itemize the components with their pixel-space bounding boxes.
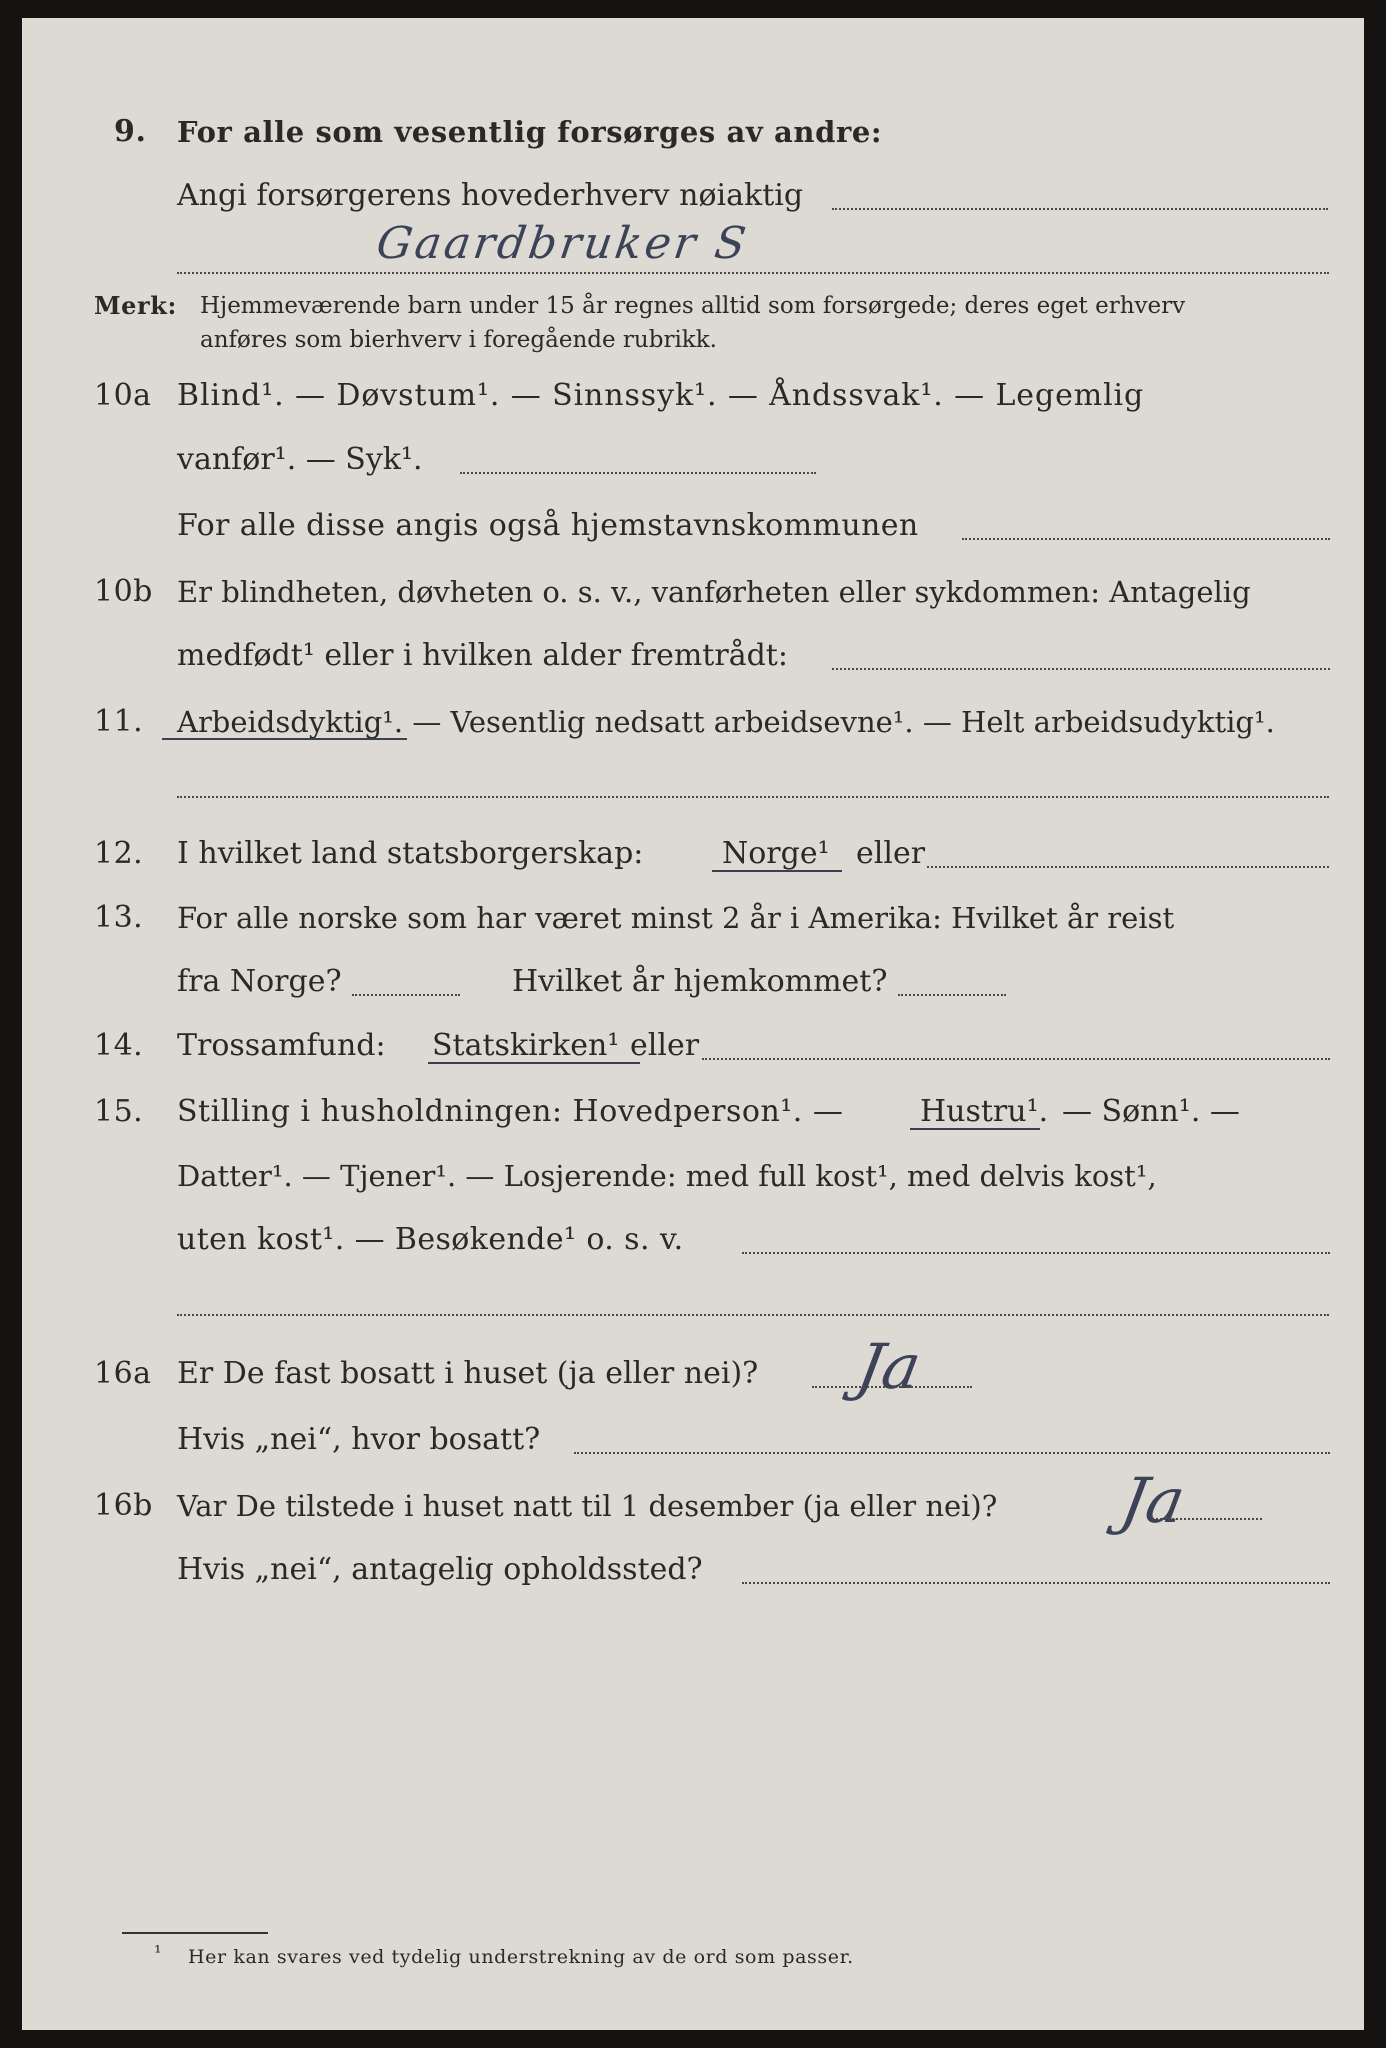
q9-handwritten-answer: Gaardbruker S: [373, 218, 752, 269]
q15-line1: Stilling i husholdningen: Hovedperson¹. —: [177, 1094, 844, 1129]
q15-answer-line-2: [177, 1314, 1329, 1316]
q15-line2: Datter¹. — Tjener¹. — Losjerende: med full kost¹, med delvis kost¹,: [177, 1159, 1157, 1193]
q10b-answer-line: [832, 668, 1330, 670]
q9-line1: Angi forsørgerens hovederhverv nøiaktig: [177, 178, 804, 213]
q16a-line1: Er De fast bosatt i huset (ja eller nei)?: [177, 1356, 759, 1391]
q15-number: 15.: [94, 1094, 144, 1129]
q16a-line2: Hvis „nei“, hvor bosatt?: [177, 1422, 541, 1457]
footnote-text: Her kan svares ved tydelig understrekning av de ord som passer.: [188, 1946, 854, 1968]
q13-line1: For alle norske som har været minst 2 år i Amerika: Hvilket år reist: [177, 901, 1175, 935]
q16a-handwritten-answer: Ja: [851, 1330, 927, 1403]
q16a-number: 16a: [94, 1356, 152, 1391]
q10b-line1: Er blindheten, døvheten o. s. v., vanførheten eller sykdommen: Antagelig: [177, 575, 1251, 609]
q9-answer-line-2: [177, 272, 1329, 274]
q10a-kommune-line: [962, 538, 1330, 540]
q13-line2a: fra Norge?: [177, 964, 342, 999]
q16b-opholdssted-line: [742, 1582, 1330, 1584]
census-form-page: [22, 18, 1364, 2030]
q13-number: 13.: [94, 900, 144, 935]
q10a-syk-line: [460, 472, 816, 474]
q12-line1: I hvilket land statsborgerskap:: [177, 836, 644, 871]
q16b-line1: Var De tilstede i huset natt til 1 desember (ja eller nei)?: [177, 1489, 998, 1523]
q11-number: 11.: [94, 704, 144, 739]
q15-line3: uten kost¹. — Besøkende¹ o. s. v.: [177, 1222, 684, 1257]
q16b-number: 16b: [94, 1488, 153, 1523]
q16b-answer-line: [1152, 1518, 1262, 1520]
q13-reist-line: [352, 994, 460, 996]
merk-label: Merk:: [94, 291, 177, 320]
q13-line2b: Hvilket år hjemkommet?: [512, 964, 888, 999]
q14-answer-line: [702, 1058, 1330, 1060]
q15-answer-line-1: [742, 1252, 1330, 1254]
q10b-number: 10b: [94, 574, 153, 609]
q12-choice-norge: Norge¹: [722, 836, 830, 871]
q16b-line2: Hvis „nei“, antagelig opholdssted?: [177, 1552, 703, 1587]
q13-hjemkommet-line: [898, 994, 1006, 996]
q14-choice-statskirken: Statskirken¹: [432, 1028, 620, 1063]
q15-choice-hustru: Hustru¹.: [920, 1094, 1049, 1129]
q9-answer-line-1: [832, 208, 1328, 210]
q10a-line2: vanfør¹. — Syk¹.: [177, 442, 423, 477]
q14-label: Trossamfund:: [177, 1028, 386, 1063]
q14-number: 14.: [94, 1028, 144, 1063]
q9-number: 9.: [114, 114, 147, 149]
q16a-bosatt-line: [574, 1452, 1330, 1454]
footnote-rule: [122, 1932, 268, 1934]
q12-number: 12.: [94, 836, 144, 871]
q15-line1b: — Sønn¹. —: [1062, 1094, 1240, 1129]
footnote-mark: ¹: [154, 1942, 162, 1964]
q16b-handwritten-answer: Ja: [1115, 1464, 1191, 1537]
q16a-answer-line: [812, 1386, 972, 1388]
q14-statskirken-underline: [428, 1062, 640, 1064]
q9-title: For alle som vesentlig forsørges av andre:: [177, 115, 883, 149]
q11-line1: Arbeidsdyktig¹. — Vesentlig nedsatt arbeidsevne¹. — Helt arbeidsudyktig¹.: [177, 705, 1275, 739]
q10a-line1: Blind¹. — Døvstum¹. — Sinnssyk¹. — Åndssvak¹. — Legemlig: [177, 378, 1145, 413]
q10b-line2: medfødt¹ eller i hvilken alder fremtrådt:: [177, 638, 788, 673]
q14-tail: eller: [630, 1028, 700, 1063]
q11-arbeidsdyktig-underline: [162, 738, 407, 740]
q12-norge-underline: [712, 870, 842, 872]
merk-line2: anføres som bierhverv i foregående rubrikk.: [200, 327, 717, 353]
merk-line1: Hjemmeværende barn under 15 år regnes alltid som forsørgede; deres eget erhverv: [200, 293, 1186, 319]
q11-answer-line: [177, 796, 1329, 798]
q12-tail: eller: [856, 836, 926, 871]
q10a-number: 10a: [94, 378, 152, 413]
q15-hustru-underline: [910, 1128, 1040, 1130]
q12-answer-line: [927, 866, 1329, 868]
q10a-line3: For alle disse angis også hjemstavnskommunen: [177, 508, 919, 543]
